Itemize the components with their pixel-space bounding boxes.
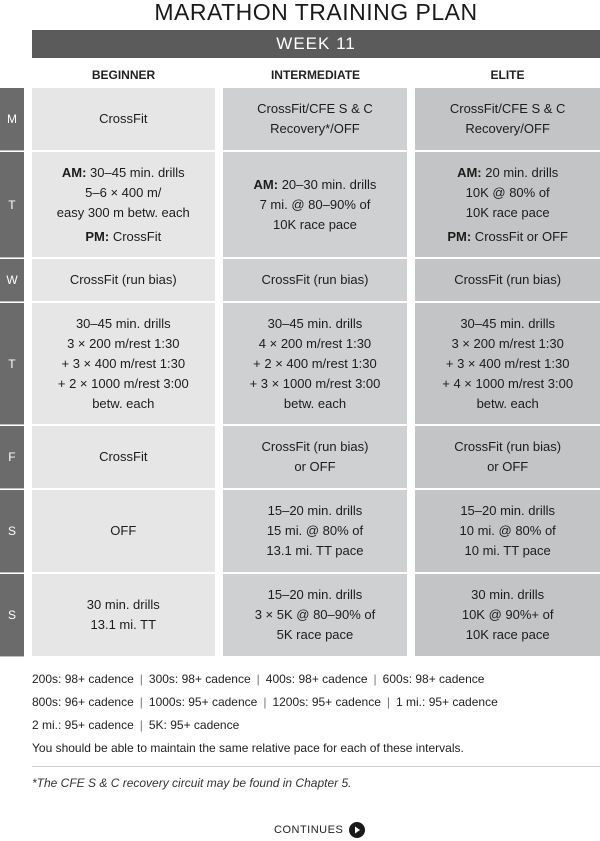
cell-line: 10K race pace xyxy=(465,627,550,642)
cadence-line: 2 mi.: 95+ cadence | 5K: 95+ cadence xyxy=(32,718,240,732)
cell-elite xyxy=(415,303,600,425)
cell-line: 15 mi. @ 80% of xyxy=(266,523,364,538)
cell-line: AM: 20 min. drills xyxy=(457,164,559,180)
cell-line: 10K race pace xyxy=(273,216,357,232)
cell-beginner xyxy=(32,88,215,151)
week-banner: WEEK 11 xyxy=(32,30,600,58)
cell-elite xyxy=(415,152,600,258)
cell-elite xyxy=(415,490,600,573)
cell-intermediate xyxy=(223,574,408,657)
cell-intermediate xyxy=(223,152,408,258)
continues-link[interactable] xyxy=(274,822,365,838)
cell-line: + 3 × 400 m/rest 1:30 xyxy=(445,355,570,371)
cell-line: 7 mi. @ 80–90% of xyxy=(259,196,371,212)
cell-line: CrossFit xyxy=(99,111,148,126)
cell-line: AM: 20–30 min. drills xyxy=(253,176,377,192)
table-row xyxy=(0,490,600,574)
cell-line: 13.1 mi. TT xyxy=(90,617,157,632)
day-label: S xyxy=(0,574,24,657)
cell-line: 30–45 min. drills xyxy=(267,315,363,331)
cell-intermediate xyxy=(223,88,408,151)
cell-line: betw. each xyxy=(92,395,155,411)
cell-line: CrossFit xyxy=(99,449,148,464)
cell-elite xyxy=(415,259,600,302)
cell-line: 3 × 200 m/rest 1:30 xyxy=(451,335,564,351)
cell-line: 10K @ 80% of xyxy=(465,184,550,200)
cell-elite xyxy=(415,574,600,657)
cell-line: or OFF xyxy=(487,459,529,474)
cell-elite xyxy=(415,88,600,151)
cell-line: 15–20 min. drills xyxy=(267,503,363,518)
column-header-intermediate: INTERMEDIATE xyxy=(270,68,361,82)
training-table xyxy=(0,88,600,658)
cell-line: betw. each xyxy=(283,395,347,411)
table-row xyxy=(0,426,600,490)
cell-line: + 2 × 400 m/rest 1:30 xyxy=(253,355,377,371)
cell-intermediate xyxy=(223,259,408,302)
cell-line: 15–20 min. drills xyxy=(267,587,363,602)
cadence-notes xyxy=(32,668,592,760)
cell-beginner xyxy=(32,574,215,657)
cell-intermediate xyxy=(223,303,408,425)
cell-line: + 3 × 400 m/rest 1:30 xyxy=(61,355,186,371)
divider xyxy=(32,766,600,767)
play-circle-icon xyxy=(349,822,365,838)
cell-line: 4 × 200 m/rest 1:30 xyxy=(258,335,372,351)
cell-line: 3 × 5K @ 80–90% of xyxy=(254,607,376,622)
cell-line: PM: CrossFit or OFF xyxy=(447,228,568,244)
column-header-elite: ELITE xyxy=(490,68,525,82)
cell-line: 13.1 mi. TT pace xyxy=(266,543,364,558)
cell-beginner xyxy=(32,259,215,302)
pace-note: You should be able to maintain the same relative pace for each of these intervals. xyxy=(32,741,464,755)
cell-line: CrossFit (run bias) xyxy=(454,272,562,287)
cell-beginner xyxy=(32,426,215,489)
cadence-line: 200s: 98+ cadence | 300s: 98+ cadence | 400s: 98+ cadence | 600s: 98+ cadence xyxy=(32,672,485,686)
cadence-line: 800s: 96+ cadence | 1000s: 95+ cadence | 1200s: 95+ cadence | 1 mi.: 95+ cadence xyxy=(32,695,498,709)
cell-line: or OFF xyxy=(294,459,336,474)
page-title: MARATHON TRAINING PLAN xyxy=(154,0,478,25)
cell-beginner xyxy=(32,303,215,425)
cell-line: OFF xyxy=(110,523,137,538)
table-row xyxy=(0,259,600,303)
cell-line: 30–45 min. drills xyxy=(75,315,171,331)
cell-line: + 3 × 1000 m/rest 3:00 xyxy=(249,375,381,391)
day-label: M xyxy=(0,88,24,151)
table-row xyxy=(0,574,600,658)
table-row xyxy=(0,303,600,426)
cell-line: 10 mi. @ 80% of xyxy=(459,523,556,538)
cell-line: Recovery*/OFF xyxy=(270,121,360,136)
day-label: W xyxy=(0,259,24,302)
cell-line: + 2 × 1000 m/rest 3:00 xyxy=(57,375,189,391)
table-row xyxy=(0,88,600,152)
cell-line: CrossFit (run bias) xyxy=(454,439,562,454)
cell-intermediate xyxy=(223,426,408,489)
cell-line: CrossFit (run bias) xyxy=(69,272,177,287)
cell-line: 30 min. drills xyxy=(471,587,545,602)
cell-line: + 4 × 1000 m/rest 3:00 xyxy=(442,375,574,391)
cell-line: CrossFit (run bias) xyxy=(261,272,369,287)
cell-beginner xyxy=(32,152,215,258)
cell-line: 15–20 min. drills xyxy=(460,503,555,518)
cell-line: CrossFit/CFE S & C xyxy=(257,101,373,116)
cell-line: 10K race pace xyxy=(465,204,550,220)
day-label: S xyxy=(0,490,24,573)
cell-line: 10K @ 90%+ of xyxy=(461,607,554,622)
continues-label: CONTINUES xyxy=(274,824,344,836)
cell-line: easy 300 m betw. each xyxy=(56,204,190,220)
day-label: T xyxy=(0,152,24,258)
cell-line: Recovery/OFF xyxy=(465,121,550,136)
day-label: T xyxy=(0,303,24,425)
cell-elite xyxy=(415,426,600,489)
cell-line: CrossFit/CFE S & C xyxy=(449,101,566,116)
day-label: F xyxy=(0,426,24,489)
cell-beginner xyxy=(32,490,215,573)
column-header-beginner: BEGINNER xyxy=(91,68,156,82)
cell-line: betw. each xyxy=(476,395,539,411)
cell-line: CrossFit (run bias) xyxy=(261,439,369,454)
cell-line: 30 min. drills xyxy=(86,597,160,612)
cell-line: 3 × 200 m/rest 1:30 xyxy=(67,335,180,351)
cell-line: 10 mi. TT pace xyxy=(464,543,551,558)
cell-line: 30–45 min. drills xyxy=(460,315,555,331)
cell-line: PM: CrossFit xyxy=(85,228,162,244)
cell-line: 5K race pace xyxy=(276,627,354,642)
cell-intermediate xyxy=(223,490,408,573)
cell-line: AM: 30–45 min. drills xyxy=(61,164,185,180)
table-row xyxy=(0,152,600,259)
footnote: *The CFE S & C recovery circuit may be found in Chapter 5. xyxy=(32,776,352,790)
cell-line: 5–6 × 400 m/ xyxy=(85,184,162,200)
